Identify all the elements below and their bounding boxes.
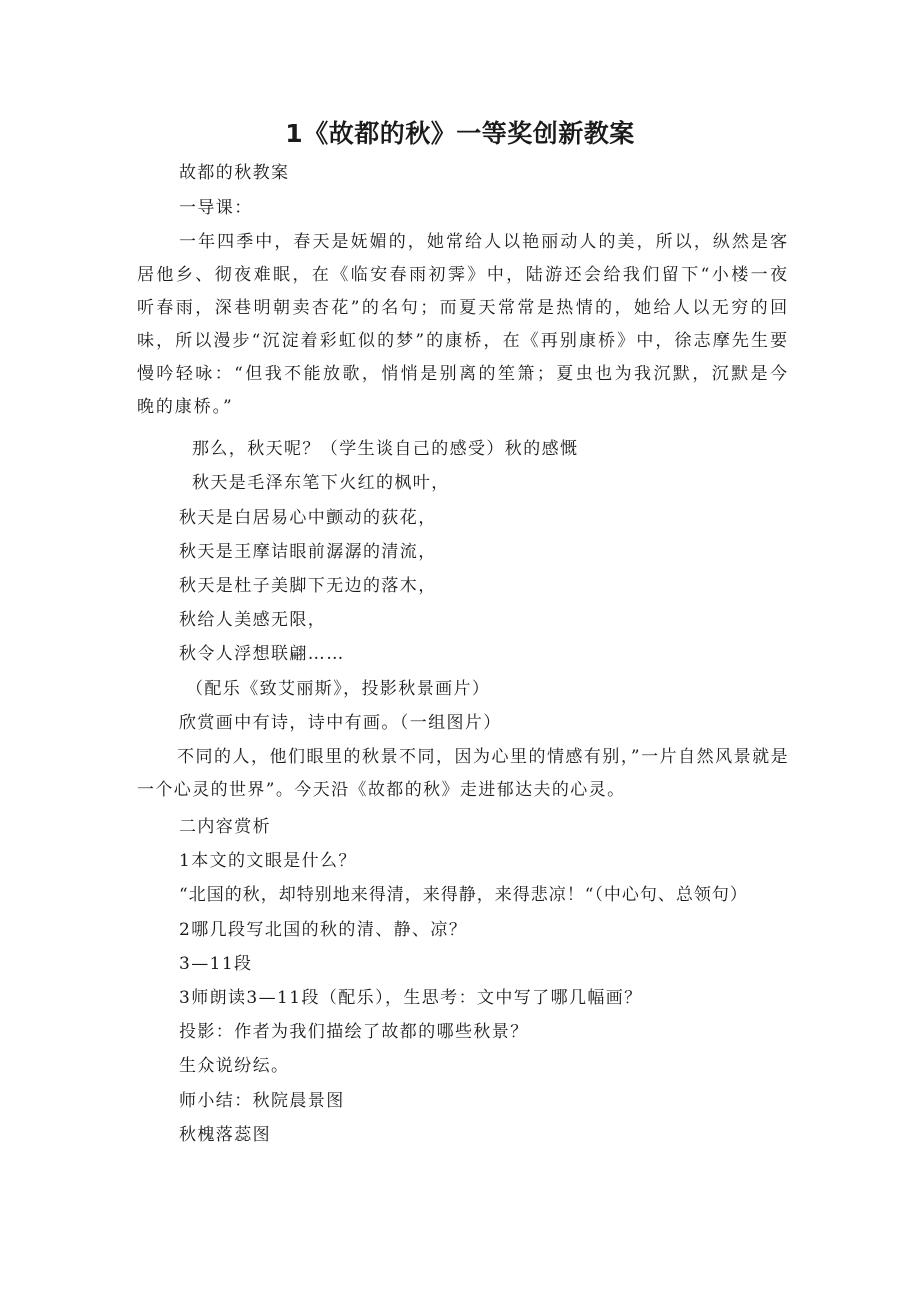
section-heading-intro: 一导课：: [179, 198, 253, 218]
question-1-answer: “北国的秋，却特别地来得清，来得静，来得悲凉！“（中心句、总领句）: [179, 885, 748, 905]
poem-line: 秋给人美感无限，: [179, 610, 327, 630]
appreciate-line: 欣赏画中有诗，诗中有画。（一组图片）: [179, 713, 502, 733]
page-title: 1《故都的秋》一等奖创新教案: [285, 119, 635, 148]
poem-line: 秋天是白居易心中颤动的荻花，: [179, 508, 437, 528]
poem-line: 秋天是王摩诘眼前潺潺的清流，: [179, 542, 437, 562]
summary-line: 师小结：秋院晨景图: [179, 1091, 345, 1111]
question-line: 那么，秋天呢？（学生谈自己的感受）秋的感慨: [192, 439, 579, 459]
summary-line-2: 秋槐落蕊图: [179, 1125, 271, 1145]
section-heading-analysis: 二内容赏析: [179, 817, 271, 837]
projection-line: 投影：作者为我们描绘了故都的哪些秋景？: [179, 1022, 529, 1042]
students-line: 生众说纷纭。: [179, 1056, 290, 1076]
poem-line: 秋天是杜子美脚下无边的落木，: [179, 576, 437, 596]
music-note: （配乐《致艾丽斯》，投影秋景画片）: [186, 679, 491, 699]
poem-line: 秋天是毛泽东笔下火红的枫叶，: [192, 473, 450, 493]
different-paragraph: 不同的人，他们眼里的秋景不同，因为心里的情感有别，”一片自然风景就是一个心灵的世界”。今天沿《故都的秋》走进郁达夫的心灵。: [137, 747, 789, 800]
question-1: 1本文的文眼是什么？: [179, 851, 357, 871]
subtitle: 故都的秋教案: [179, 163, 290, 183]
intro-paragraph: 一年四季中，春天是妩媚的，她常给人以艳丽动人的美，所以，纵然是客居他乡、彻夜难眠，在《临安春雨初霁》中，陆游还会给我们留下“小楼一夜听春雨，深巷明朝卖杏花”的名句；而夏天常常是热情的，她给人以无穷的回味，所以漫步“沉淀着彩虹似的梦”的康桥，在《再别康桥》中，徐志摩先生要慢吟轻咏：“但我不能放歌，悄悄是别离的笙箫；夏虫也为我沉默，沉默是今晚的康桥。”: [137, 232, 789, 417]
question-3: 3师朗读3—11段（配乐），生思考：文中写了哪几幅画？: [179, 988, 643, 1008]
poem-line: 秋令人浮想联翩……: [179, 644, 345, 664]
question-2: 2哪几段写北国的秋的清、静、凉？: [179, 920, 468, 940]
question-2-answer: 3—11段: [179, 954, 253, 974]
